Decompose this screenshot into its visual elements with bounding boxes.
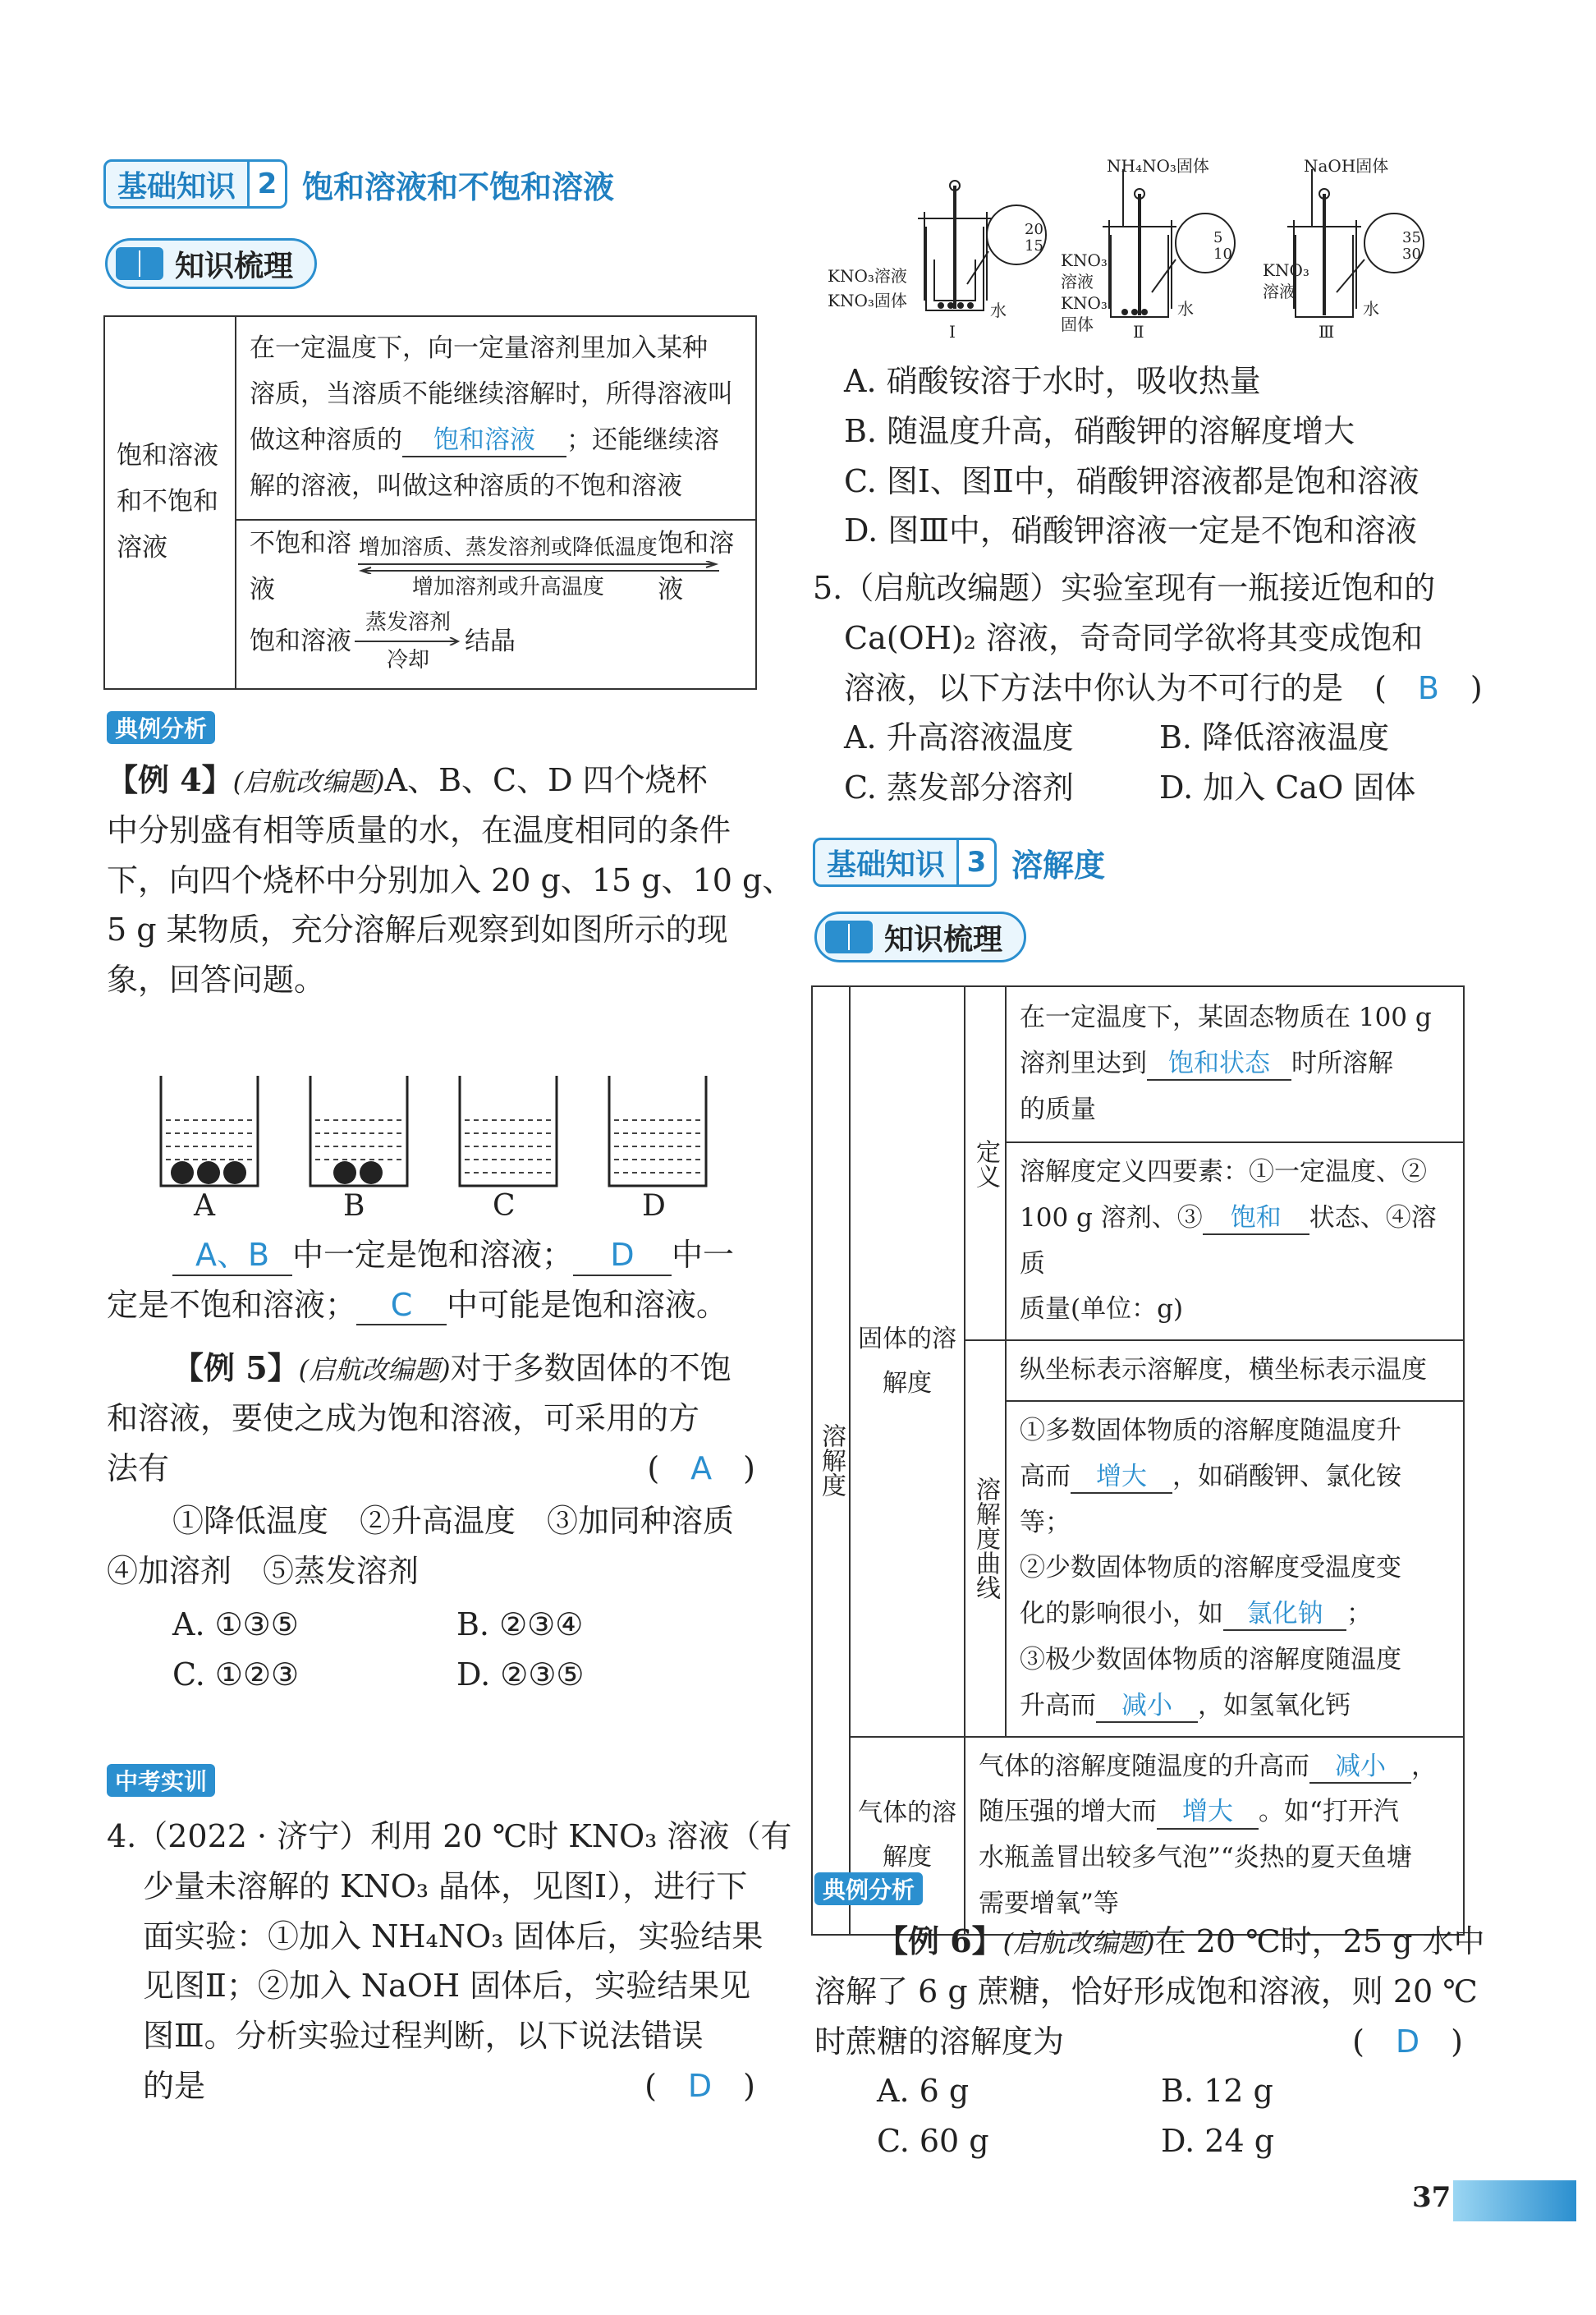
answer-blank: 饱和溶液 (402, 425, 566, 457)
row-label: 饱和溶液和不饱和溶液 (117, 441, 218, 563)
section-title: 溶解度 (1011, 847, 1106, 884)
question-4: 4.（2022 · 济宁）利用 20 ℃时 KNO₃ 溶液（有 少量未溶解的 KNO₃ 晶体，见图Ⅰ），进行下 面实验：①加入 NH₄NO₃ 固体后，实验结果 见图Ⅱ；②加入 NaOH 固体后，实验结果见 图Ⅲ。分析实验过程判断，以下说法错误 的是 ( D ) (107, 1818, 792, 2104)
book-icon (116, 247, 163, 280)
example-tag-1: 典例分析 (107, 711, 215, 744)
exam-practice-tag: 中考实训 (107, 1764, 215, 1797)
solubility-table (811, 985, 1465, 1936)
saturation-table (103, 315, 757, 690)
section-number: 2 (250, 159, 287, 209)
section-3-header (813, 836, 1105, 889)
example-6: 【例 6】(启航改编题)在 20 ℃时，25 g 水中 溶解了 6 g 蔗糖，恰好形成饱和溶液，则 20 ℃ 时蔗糖的溶解度为 ( D ) A. 6 g B. 12 g C. 60 g D. 24 g (814, 1922, 1485, 2160)
example-4-answers: A、B 中一定是饱和溶液； D 中一 定是不饱和溶液； C 中可能是饱和溶液。 (107, 1230, 734, 1330)
gas-cell: 气体的溶解度随温度的升高而 减小 ， 随压强的增大而 增大 。如“打开汽 水瓶盖冒出较多气泡”“炎热的夏天鱼塘 需要增氧”等 (965, 1737, 1464, 1935)
beaker-label: C (493, 1189, 516, 1223)
example-tag-2: 典例分析 (814, 1872, 923, 1905)
beaker-label: B (343, 1189, 365, 1223)
solubility-label: 溶解度 (817, 1423, 846, 1498)
solid-solubility-label: 固体的溶解度 (858, 1324, 956, 1398)
section-title: 饱和溶液和不饱和溶液 (302, 168, 615, 205)
apparatus-illustration (828, 153, 1452, 350)
section-2-header (103, 158, 614, 210)
example-5: 【例 5】(启航改编题)对于多数固体的不饱 和溶液，要使之成为饱和溶液，可采用的方 法有 ( A ) ①降低温度 ②升高温度 ③加同种溶质 ④加溶剂 ⑤蒸发溶剂 A. ①③⑤ B. ②③④ C. ①②③ D. ②③⑤ (107, 1349, 755, 1693)
reagent-label: NH₄NO₃固体 (1107, 156, 1209, 176)
footer-bar (1453, 2180, 1576, 2221)
page-number: 37 (1412, 2181, 1452, 2214)
beaker-label: A (194, 1189, 215, 1223)
section-label: 基础知识 (813, 838, 959, 887)
curve-label: 溶解度曲线 (971, 1477, 1000, 1601)
gas-solubility-label: 气体的溶解度 (858, 1798, 956, 1872)
four-elements-cell: 溶解度定义四要素：①一定温度、② 100 g 溶剂、③ 饱和 状态、④溶质 质量(单位：g) (1006, 1142, 1464, 1340)
book-icon (825, 921, 873, 953)
crystallization-row: 饱和溶液 蒸发溶剂 冷却 结晶 (250, 610, 516, 673)
experiment-figure: NH₄NO₃固体 NaOH固体 KNO₃溶液 KNO₃固体 KNO₃ 溶液 KNO₃ 固体 KNO₃ 溶液 水 水 水 20 15 5 10 35 30 Ⅰ Ⅱ Ⅲ (828, 153, 1452, 350)
knowledge-pill-1: 知识梳理 (105, 238, 317, 289)
section-number: 3 (959, 838, 997, 887)
question-5: 5.（启航改编题）实验室现有一瓶接近饱和的 Ca(OH)₂ 溶液，奇奇同学欲将其变成饱和 溶液，以下方法中你认为不可行的是 ( B ) A. 升高溶液温度 B. 降低溶液温度 C. 蒸发部分溶剂 D. 加入 CaO 固体 (813, 570, 1483, 806)
conversion-row: 不饱和溶液 增加溶质、蒸发溶剂或降低温度 增加溶剂或升高温度 饱和溶液 (250, 529, 735, 604)
conversion-cell (236, 520, 756, 689)
definition-label: 定义 (971, 1138, 1000, 1188)
curve-trends-cell: ①多数固体物质的溶解度随温度升 高而 增大 ，如硝酸钾、氯化铵等； ②少数固体物质的溶解度受温度变 化的影响很小，如 氯化钠 ； ③极少数固体物质的溶解度随温度 升高而 减小 ，如氢氧化钙 (1006, 1401, 1464, 1737)
reagent-label: NaOH固体 (1304, 156, 1389, 176)
knowledge-pill-2: 知识梳理 (814, 912, 1026, 962)
example-4: 【例 4】(启航改编题)A、B、C、D 四个烧杯 中分别盛有相等质量的水，在温度相同的条件 下，向四个烧杯中分别加入 20 g、15 g、10 g、 5 g 某物质，充分溶解后观察到如图所示的现 象，回答问题。 (107, 761, 794, 999)
right-arrow-icon (355, 637, 461, 645)
beaker-figure (154, 1068, 729, 1232)
beakers-illustration (154, 1068, 729, 1191)
definition-cell: 在一定温度下，向一定量溶剂里加入某种 溶质，当溶质不能继续溶解时，所得溶液叫 做这种溶质的 饱和溶液 ；还能继续溶 解的溶液，叫做这种溶质的不饱和溶液 (236, 316, 756, 520)
section-label: 基础知识 (103, 159, 250, 209)
beaker-label: D (642, 1189, 666, 1223)
definition-cell: 在一定温度下，某固态物质在 100 g 溶剂里达到 饱和状态 时所溶解 的质量 (1006, 986, 1464, 1142)
question-4-options: A. 硝酸铵溶于水时，吸收热量 B. 随温度升高，硝酸钾的溶解度增大 C. 图Ⅰ、图Ⅱ中，硝酸钾溶液都是饱和溶液 D. 图Ⅲ中，硝酸钾溶液一定是不饱和溶液 (844, 363, 1419, 549)
axis-cell: 纵坐标表示溶解度，横坐标表示温度 (1006, 1340, 1464, 1401)
double-arrow-icon (358, 561, 719, 574)
